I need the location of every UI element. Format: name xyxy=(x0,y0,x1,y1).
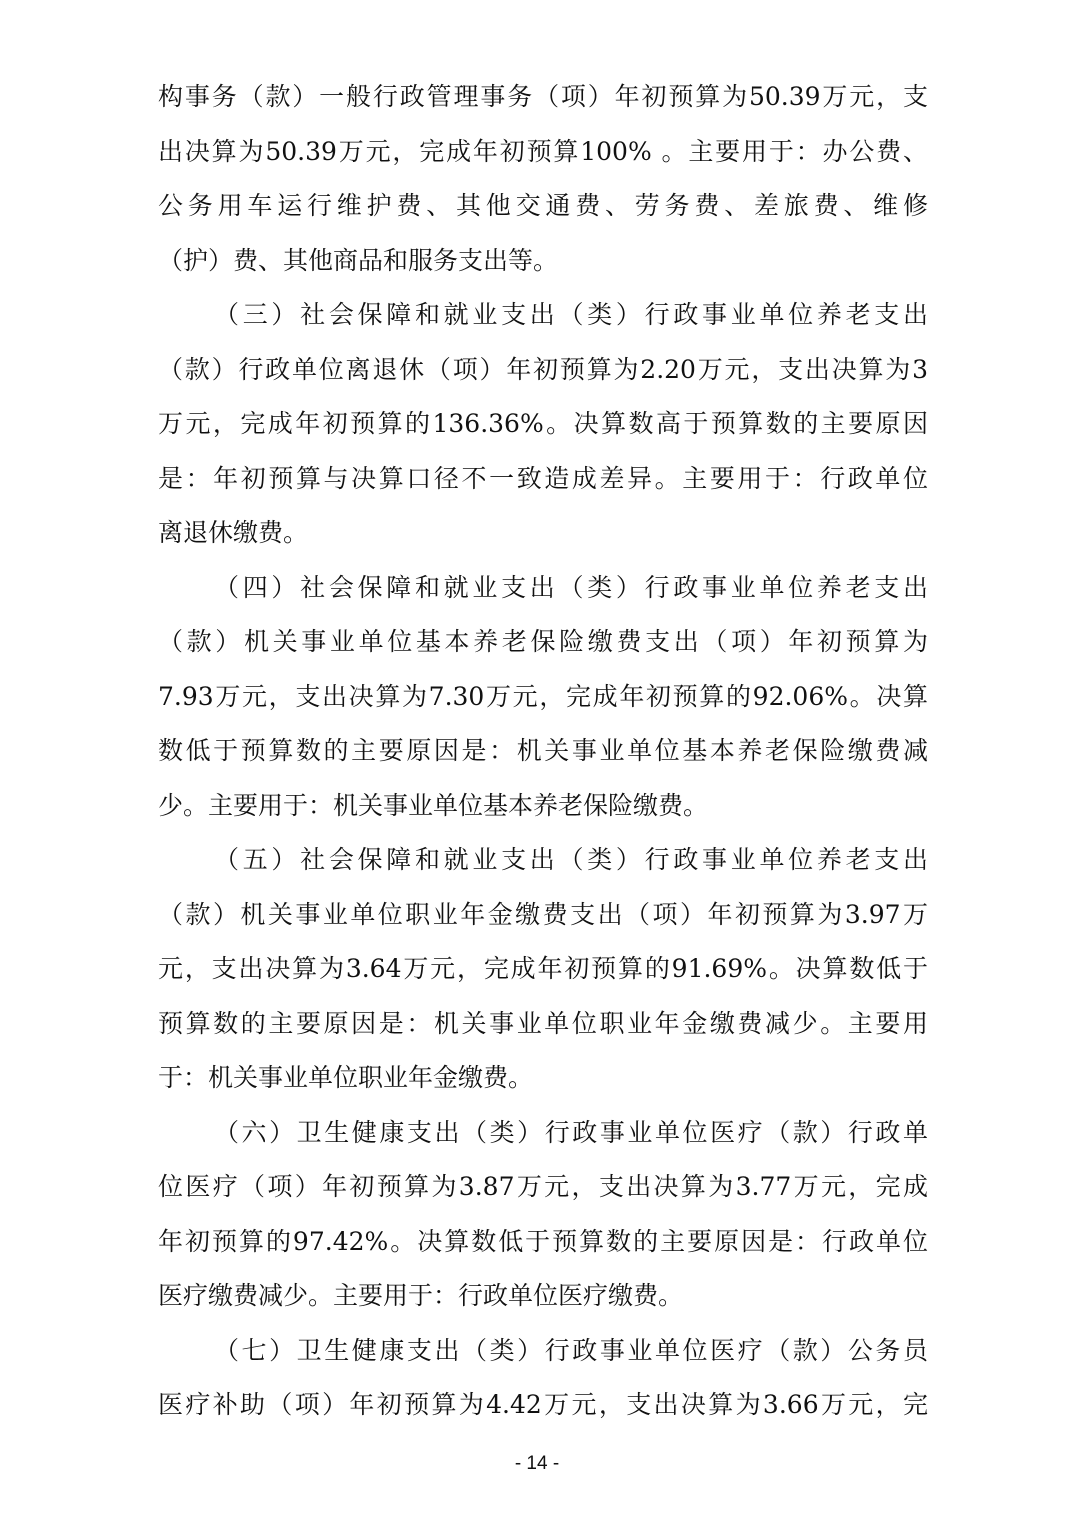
section-heading-line: （七）卫生健康支出（类）行政事业单位医疗（款）公务员 xyxy=(214,1335,928,1365)
text-line: 年初预算的97.42%。决算数低于预算数的主要原因是：行政单位 xyxy=(158,1226,928,1256)
text-line: （款）行政单位离退休（项）年初预算为2.20万元，支出决算为3 xyxy=(158,354,928,384)
text-line: 出决算为50.39万元，完成年初预算100% 。主要用于：办公费、 xyxy=(158,136,928,166)
section-heading-line: （六）卫生健康支出（类）行政事业单位医疗（款）行政单 xyxy=(214,1117,928,1147)
text-line: 离退休缴费。 xyxy=(158,518,309,547)
text-line: 是：年初预算与决算口径不一致造成差异。主要用于：行政单位 xyxy=(158,463,928,493)
section-heading-line: （五）社会保障和就业支出（类）行政事业单位养老支出 xyxy=(214,845,928,874)
text-line: （款）机关事业单位基本养老保险缴费支出（项）年初预算为 xyxy=(158,627,928,656)
text-line: 7.93万元，支出决算为7.30万元，完成年初预算的92.06%。决算 xyxy=(158,681,928,711)
text-line: （护）费、其他商品和服务支出等。 xyxy=(158,245,559,275)
text-line: 位医疗（项）年初预算为3.87万元，支出决算为3.77万元，完成 xyxy=(158,1172,928,1201)
text-line: （款）机关事业单位职业年金缴费支出（项）年初预算为3.97万 xyxy=(158,899,928,929)
section-heading-line: （三）社会保障和就业支出（类）行政事业单位养老支出 xyxy=(214,300,928,329)
text-line: 少。主要用于：机关事业单位基本养老保险缴费。 xyxy=(158,790,709,820)
text-line: 预算数的主要原因是：机关事业单位职业年金缴费减少。主要用 xyxy=(158,1008,928,1038)
text-line: 医疗补助（项）年初预算为4.42万元，支出决算为3.66万元，完 xyxy=(158,1390,928,1419)
text-line: 构事务（款）一般行政管理事务（项）年初预算为50.39万元，支 xyxy=(158,82,928,111)
text-line: 万元，完成年初预算的136.36%。决算数高于预算数的主要原因 xyxy=(158,409,928,438)
document-body xyxy=(158,70,928,1433)
text-line: 公务用车运行维护费、其他交通费、劳务费、差旅费、维修 xyxy=(158,191,928,220)
page-number: - 14 - xyxy=(514,1453,560,1474)
text-line: 元，支出决算为3.64万元，完成年初预算的91.69%。决算数低于 xyxy=(158,954,928,983)
text-line: 于：机关事业单位职业年金缴费。 xyxy=(158,1063,534,1092)
text-line: 医疗缴费减少。主要用于：行政单位医疗缴费。 xyxy=(158,1281,684,1310)
text-line: 数低于预算数的主要原因是：机关事业单位基本养老保险缴费减 xyxy=(158,736,928,765)
section-heading-line: （四）社会保障和就业支出（类）行政事业单位养老支出 xyxy=(214,572,928,602)
